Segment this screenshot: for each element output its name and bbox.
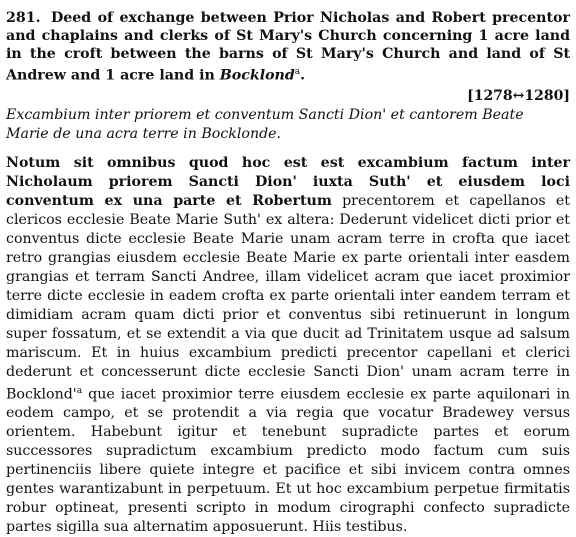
entry-heading <box>6 9 570 85</box>
latin-title: Excambium inter priorem et conventum Sancti Dion' et cantorem Beate Marie de una acra terre in Bocklonde. <box>6 106 524 142</box>
heading-end: . <box>300 67 306 84</box>
deed-opening: Notum sit omnibus quod hoc est est excambium factum inter Nicholaum priorem Sancti Dion' iuxta Suth' et eiusdem loci conventum ex una parte et Robertum <box>6 154 570 209</box>
deed-text-part-2: que iacet proximior terre eiusdem ecclesie ex parte aquilonari in eodem campo, et se protendit a via regia que vocatur Bradewey versus orientem. Habebunt igitur et tenebunt supradicte partes et eorum successores supradictum excambium predicto modo factum cum suis pertinenciis libere quiete integre et pacifice et sibi invicem contra omnes gentes warantizabunt in perpetuum. Et ut hoc excambium perpetue firmitatis robur optineat, presenti scripto in modum cirographi confecto supradicte partes sigilla sua alternatim apposuerunt. Hiis testibus. <box>6 386 570 536</box>
heading-footnote-mark: a <box>294 67 301 77</box>
entry-date: [1278↔1280] <box>467 87 570 104</box>
deed-text-part-1: precentorem et capellanos et clericos ecclesie Beate Marie Suth' ex altera: Dederunt videlicet dicti prior et conventus dicte ecclesie Beate Marie unam acram terre in crofta que iacet retro grangias eiusdem ecclesie Beate Marie ex parte orientali inter easdem grangias et terram Sancti Andree, illam videlicet acram que iacet proximior terre dicte ecclesie in eadem crofta ex parte orientali inter eandem terram et dimidiam acram quam dicti prior et conventus sibi retinuerunt in longum super fossatum, et se extendit a via que ducit ad Trinitatem usque ad salsum mariscum. Et in huius excambium predicti precentor capellani et clerici dederunt et concesserunt dicte ecclesie Sancti Dion' unam acram terre in Bocklond' <box>6 192 570 403</box>
deed-footnote-mark: a <box>76 385 83 396</box>
entry-number: 281. <box>6 10 41 26</box>
heading-text: Deed of exchange between Prior Nicholas and Robert precentor and chaplains and clerks of St Mary's Church concerning 1 acre land in the croft between the barns of St Mary's Church and land of St Andrew and 1 acre land in <box>6 10 570 84</box>
heading-place: Bocklond <box>219 67 295 84</box>
deed-text <box>6 154 570 537</box>
